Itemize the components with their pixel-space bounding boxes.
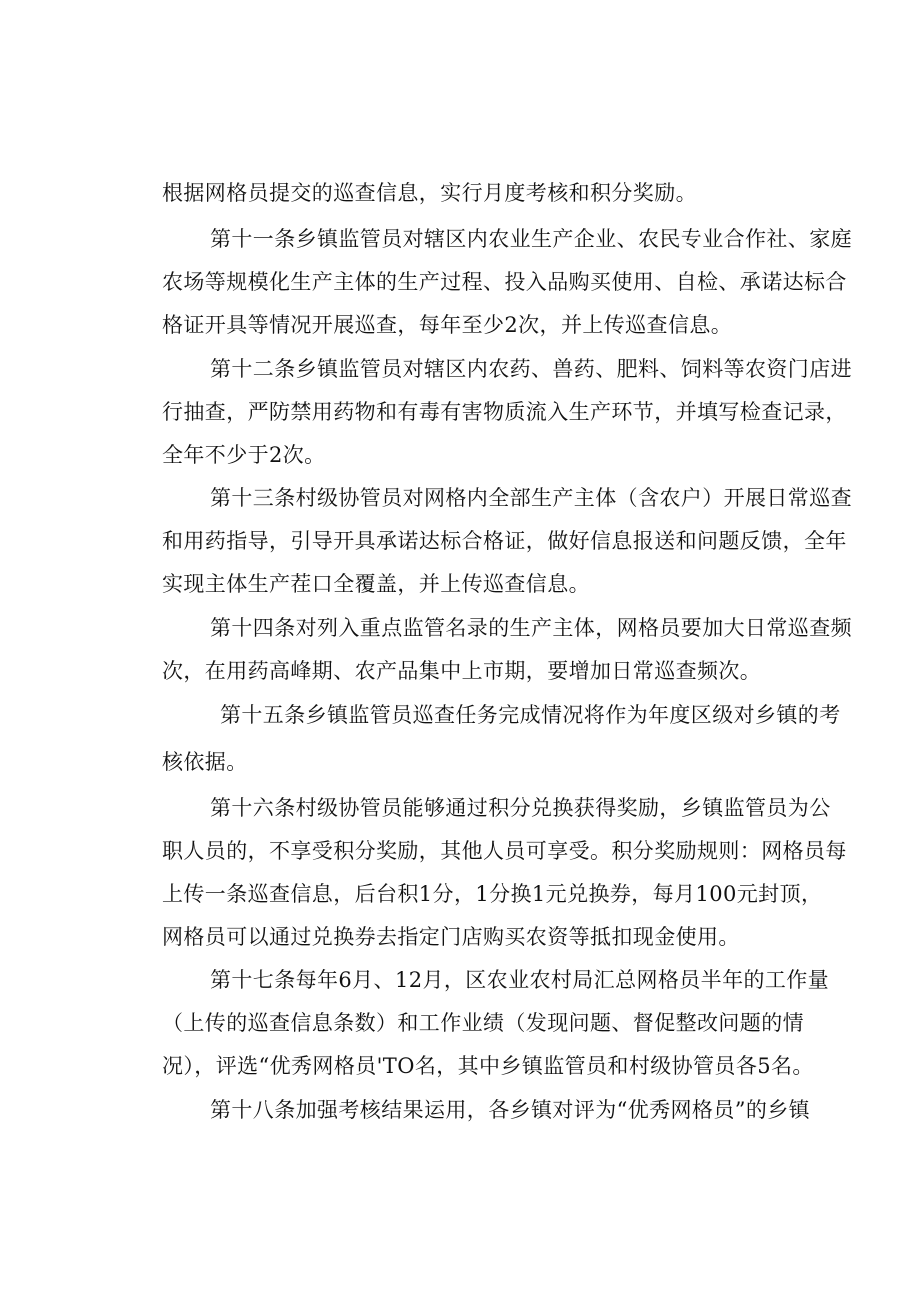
text-line: 农场等规模化生产主体的生产过程、投入品购买使用、自检、承诺达标合: [162, 270, 847, 294]
text-line: 行抽查，严防禁用药物和有毒有害物质流入生产环节，并填写检查记录，: [162, 400, 847, 424]
text-line: 实现主体生产茬口全覆盖，并上传巡查信息。: [162, 572, 590, 596]
text-line: 和用药指导，引导开具承诺达标合格证，做好信息报送和问题反馈，全年: [162, 529, 847, 553]
text-line: （上传的巡查信息条数）和工作业绩（发现问题、督促整改问题的情: [162, 1011, 804, 1035]
text-line: 第十一条乡镇监管员对辖区内农业生产企业、农民专业合作社、家庭: [210, 227, 852, 251]
text-line: 格证开具等情况开展巡查，每年至少2次，并上传巡查信息。: [162, 313, 733, 337]
text-line: 况），评选“优秀网格员'TO名，其中乡镇监管员和村级协管员各5名。: [162, 1054, 814, 1078]
text-line: 第十二条乡镇监管员对辖区内农药、兽药、肥料、饲料等农资门店进: [210, 357, 852, 381]
text-line: 上传一条巡查信息，后台积1分，1分换1元兑换券，每月100元封顶，: [162, 882, 823, 906]
text-line: 第十八条加强考核结果运用，各乡镇对评为“优秀网格员”的乡镇: [210, 1098, 811, 1122]
text-line: 第十五条乡镇监管员巡查任务完成情况将作为年度区级对乡镇的考: [220, 703, 841, 727]
text-line: 第十六条村级协管员能够通过积分兑换获得奖励，乡镇监管员为公: [210, 796, 831, 820]
text-line: 根据网格员提交的巡查信息，实行月度考核和积分奖励。: [162, 181, 697, 205]
text-line: 次，在用药高峰期、农产品集中上市期，要增加日常巡查频次。: [162, 659, 762, 683]
text-line: 核依据。: [162, 750, 248, 774]
text-line: 第十七条每年6月、12月，区农业农村局汇总网格员半年的工作量: [210, 968, 830, 992]
text-line: 全年不少于2次。: [162, 443, 326, 467]
text-line: 职人员的，不享受积分奖励，其他人员可享受。积分奖励规则：网格员每: [162, 839, 847, 863]
text-line: 第十三条村级协管员对网格内全部生产主体（含农户）开展日常巡查: [210, 486, 852, 510]
text-line: 网格员可以通过兑换券去指定门店购买农资等抵扣现金使用。: [162, 925, 740, 949]
text-line: 第十四条对列入重点监管名录的生产主体，网格员要加大日常巡查频: [210, 616, 852, 640]
